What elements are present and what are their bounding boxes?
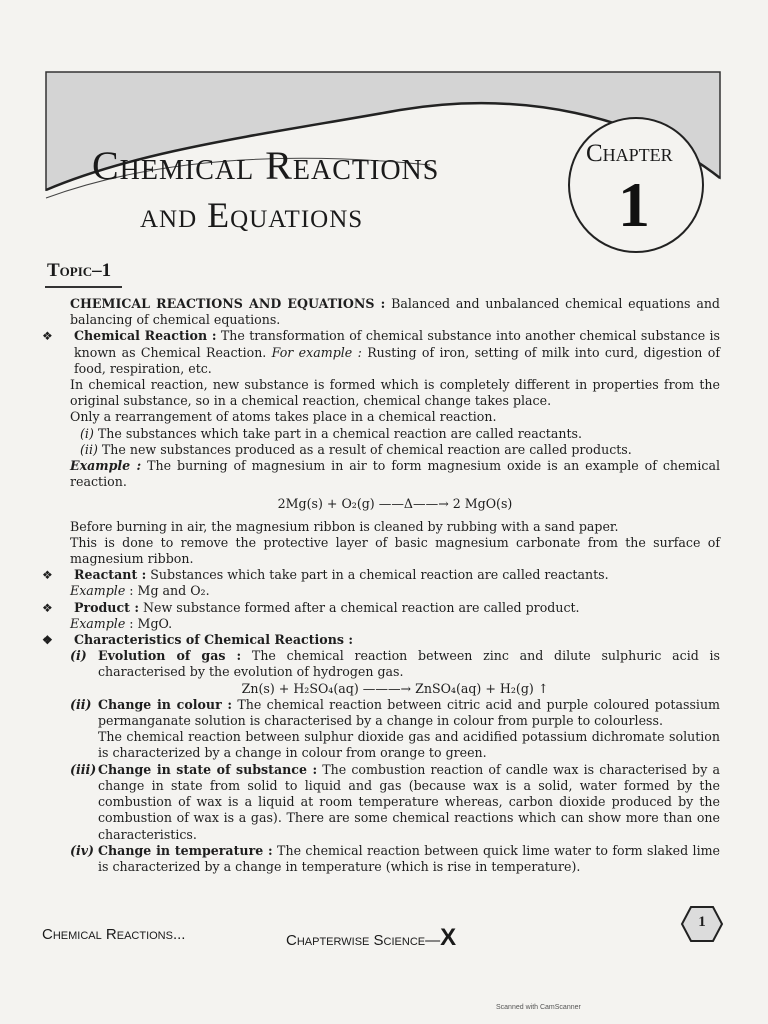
chapter-label: Chapter (586, 140, 673, 167)
item-text: The new substances produced as a result of chemical reaction are called products. (97, 441, 632, 457)
characteristic-item (70, 697, 720, 729)
reactant-example (70, 583, 720, 599)
chapter-title-line2: and Equations (140, 195, 364, 235)
item-text: The substances which take part in a chemical reaction are called reactants. (93, 425, 582, 441)
footer-book-title (286, 924, 456, 952)
item-term: Change in temperature : (98, 842, 273, 858)
chemical-reaction-para5: This is done to remove the protective layer of basic magnesium carbonate from the surface of magnesium ribbon. (70, 534, 720, 567)
diamond-bullet-icon: ❖ (42, 600, 53, 615)
example-text: : MgO. (125, 615, 173, 631)
zinc-equation: Zn(s) + H₂SO₄(aq) ———→ ZnSO₄(aq) + H₂(g) ↑ (241, 680, 549, 696)
chemical-reaction-para3: Only a rearrangement of atoms takes place in a chemical reaction. (70, 409, 497, 425)
item-number: (ii) (70, 696, 92, 712)
item-text: The chemical reaction between citric acid and purple coloured potassium permanganate solution is characterised by a change in colour from purple to colourless. (98, 696, 721, 729)
topic-heading: Topic–1 (47, 260, 112, 281)
item-term: Change in colour : (98, 696, 233, 712)
product-definition (42, 599, 720, 616)
term-product: Product : (74, 599, 139, 615)
reactants-item (70, 426, 720, 442)
diamond-bullet-icon: ❖ (42, 329, 53, 344)
item-number: (iii) (70, 761, 97, 777)
scan-watermark: Scanned with CamScanner (496, 1004, 581, 1011)
term-chemical-reaction: Chemical Reaction : (74, 328, 217, 344)
chemical-reaction-text: The transformation of chemical substance into another chemical substance is known as Chemical Reaction. (74, 328, 721, 360)
page-number-badge (680, 905, 724, 943)
chapter-title-line1: Chemical Reactions (92, 143, 440, 188)
item-term: Change in state of substance : (98, 761, 318, 777)
item-term: Evolution of gas : (98, 648, 242, 664)
chemical-reaction-para4: Before burning in air, the magnesium ribbon is cleaned by rubbing with a sand paper. (70, 518, 619, 534)
footer-class: X (440, 924, 457, 951)
characteristics-heading (42, 632, 720, 648)
footer-book-text: Chapterwise Science— (286, 932, 441, 949)
example-label: For example : (271, 344, 362, 360)
products-item (70, 442, 720, 458)
example-label: Example : (70, 458, 142, 474)
characteristic-item (70, 648, 720, 680)
page-content (42, 296, 721, 875)
item-number: (i) (70, 648, 87, 664)
characteristic-extra: The chemical reaction between sulphur dioxide gas and acidified potassium dichromate solution is characterized by a change in colour from orange to green. (98, 729, 720, 761)
example-label: Example (70, 615, 126, 631)
reactant-definition (42, 567, 720, 583)
item-number: (ii) (80, 441, 98, 457)
topic-underline (45, 286, 122, 288)
product-text: New substance formed after a chemical reaction are called product. (139, 599, 580, 615)
example-label: Example (70, 583, 126, 599)
diamond-bullet-icon: ❖ (42, 568, 53, 583)
intro-text: Balanced and unbalanced chemical equations and balancing of chemical equations. (70, 296, 720, 328)
diamond-bullet-icon: ❖ (42, 633, 53, 648)
example-text: Rusting of iron, setting of milk into curd, digestion of food, respiration, etc. (74, 344, 720, 376)
reactant-text: Substances which take part in a chemical reaction are called reactants. (146, 567, 609, 583)
footer-chapter-name: Chemical Reactions... (42, 926, 186, 943)
chemical-reaction-para2: In chemical reaction, new substance is formed which is completely different in properties from the original substance, so in a chemical reaction, chemical change takes place. (70, 377, 720, 409)
characteristics-heading-text: Characteristics of Chemical Reactions : (74, 632, 353, 648)
magnesium-example (70, 458, 720, 490)
product-example (70, 616, 720, 632)
characteristic-item (70, 843, 720, 875)
example-text: The burning of magnesium in air to form magnesium oxide is an example of chemical reaction. (70, 458, 720, 490)
chemical-reaction-definition (42, 328, 721, 377)
intro-heading: CHEMICAL REACTIONS AND EQUATIONS : (70, 296, 386, 311)
item-number: (iv) (70, 842, 95, 858)
item-text: The combustion reaction of candle wax is characterised by a change in state from solid to liquid and gas (because wax is a solid, water formed by the combustion of wax is a liquid at room temperature whereas, carbon dioxide produced by the combustion of wax is a gas). There are some chemical reactions which can show more than one characteristics. (98, 761, 720, 842)
item-text: The chemical reaction between quick lime water to form slaked lime is characterized by a change in temperature (which is rise in temperature). (98, 842, 721, 874)
item-number: (i) (80, 425, 94, 441)
characteristic-item (70, 762, 720, 843)
intro-paragraph (70, 296, 720, 328)
example-text: : Mg and O₂. (125, 583, 210, 599)
item-text: The chemical reaction between zinc and dilute sulphuric acid is characterised by the evolution of hydrogen gas. (98, 648, 721, 680)
magnesium-equation: 2Mg(s) + O₂(g) ——Δ——→ 2 MgO(s) (277, 496, 513, 512)
chapter-number: 1 (618, 169, 650, 240)
page-number: 1 (698, 914, 706, 930)
term-reactant: Reactant : (74, 567, 147, 583)
